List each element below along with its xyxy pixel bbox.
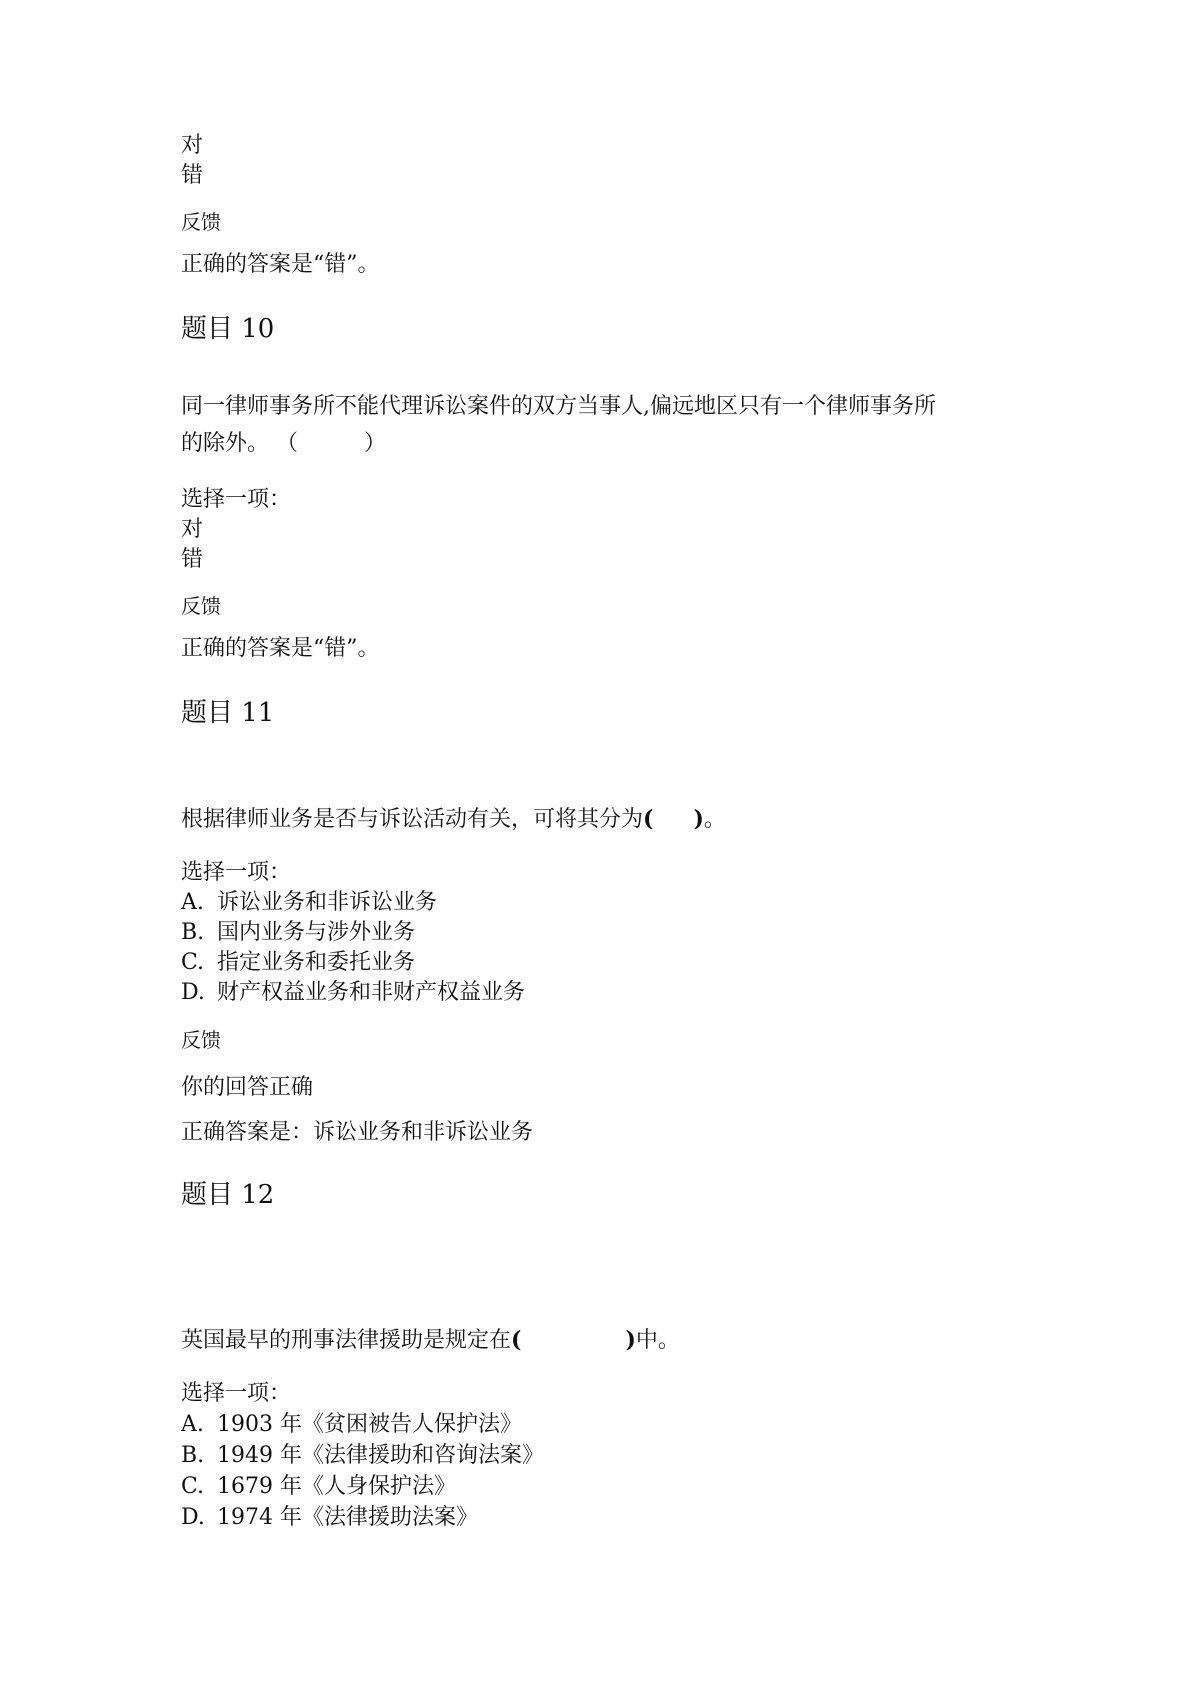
option-text: 诉讼业务和非诉讼业务 xyxy=(217,890,438,915)
option-text: 指定业务和委托业务 xyxy=(217,950,416,975)
q12-paren-open: ( xyxy=(511,1327,522,1353)
q10-option-true[interactable]: 对 xyxy=(181,517,204,542)
option-letter: A. xyxy=(181,890,204,915)
option-letter: C. xyxy=(181,1474,205,1499)
q10-correct-answer: 正确的答案是“错”。 xyxy=(181,636,380,661)
q12-option-c[interactable] xyxy=(181,1472,456,1502)
q10-feedback-label: 反馈 xyxy=(181,594,221,618)
q10-choose-label: 选择一项： xyxy=(181,487,292,512)
option-letter: D. xyxy=(181,980,205,1005)
q12-option-b[interactable] xyxy=(181,1441,544,1471)
q9-option-true[interactable]: 对 xyxy=(181,133,204,158)
q12-question xyxy=(181,1325,680,1356)
option-text: 1974 年《法律援助法案》 xyxy=(217,1505,478,1530)
q11-choose-label: 选择一项： xyxy=(181,860,292,885)
option-letter: A. xyxy=(181,1412,204,1437)
q11-correct-answer: 正确答案是：诉讼业务和非诉讼业务 xyxy=(181,1120,534,1145)
q12-heading: 题目 12 xyxy=(181,1180,275,1210)
q11-paren-close: ) xyxy=(693,806,704,832)
option-text: 国内业务与涉外业务 xyxy=(217,920,416,945)
q10-question-line1: 同一律师事务所不能代理诉讼案件的双方当事人,偏远地区只有一个律师事务所 xyxy=(181,394,936,419)
q11-feedback-label: 反馈 xyxy=(181,1028,221,1052)
q11-option-a[interactable] xyxy=(181,888,437,918)
q11-option-d[interactable] xyxy=(181,978,525,1008)
q10-heading: 题目 10 xyxy=(181,314,275,344)
q10-option-false[interactable]: 错 xyxy=(181,547,204,572)
option-text: 1949 年《法律援助和咨询法案》 xyxy=(217,1443,544,1468)
q11-result: 你的回答正确 xyxy=(181,1075,314,1100)
q12-option-a[interactable] xyxy=(181,1410,522,1440)
q11-question-text: 根据律师业务是否与诉讼活动有关，可将其分为 xyxy=(181,807,644,832)
q12-paren-close: ) xyxy=(625,1327,636,1353)
option-letter: C. xyxy=(181,950,205,975)
q12-option-d[interactable] xyxy=(181,1503,478,1533)
q11-option-b[interactable] xyxy=(181,918,415,948)
option-letter: B. xyxy=(181,920,205,945)
q11-option-c[interactable] xyxy=(181,948,415,978)
q10-question-line2: 的除外。 （ ） xyxy=(181,431,386,456)
q11-paren-open: ( xyxy=(643,806,654,832)
q12-question-end: 中。 xyxy=(635,1328,680,1353)
q11-heading: 题目 11 xyxy=(181,698,275,728)
q9-option-false[interactable]: 错 xyxy=(181,163,204,188)
q11-question xyxy=(181,804,726,835)
q12-choose-label: 选择一项： xyxy=(181,1381,292,1406)
option-letter: D. xyxy=(181,1505,205,1530)
option-letter: B. xyxy=(181,1443,205,1468)
q9-feedback-label: 反馈 xyxy=(181,210,221,234)
option-text: 财产权益业务和非财产权益业务 xyxy=(217,980,526,1005)
q11-question-end: 。 xyxy=(703,807,726,832)
option-text: 1903 年《贫困被告人保护法》 xyxy=(217,1412,522,1437)
q9-correct-answer: 正确的答案是“错”。 xyxy=(181,252,380,277)
option-text: 1679 年《人身保护法》 xyxy=(217,1474,456,1499)
q12-question-text: 英国最早的刑事法律援助是规定在 xyxy=(181,1328,512,1353)
